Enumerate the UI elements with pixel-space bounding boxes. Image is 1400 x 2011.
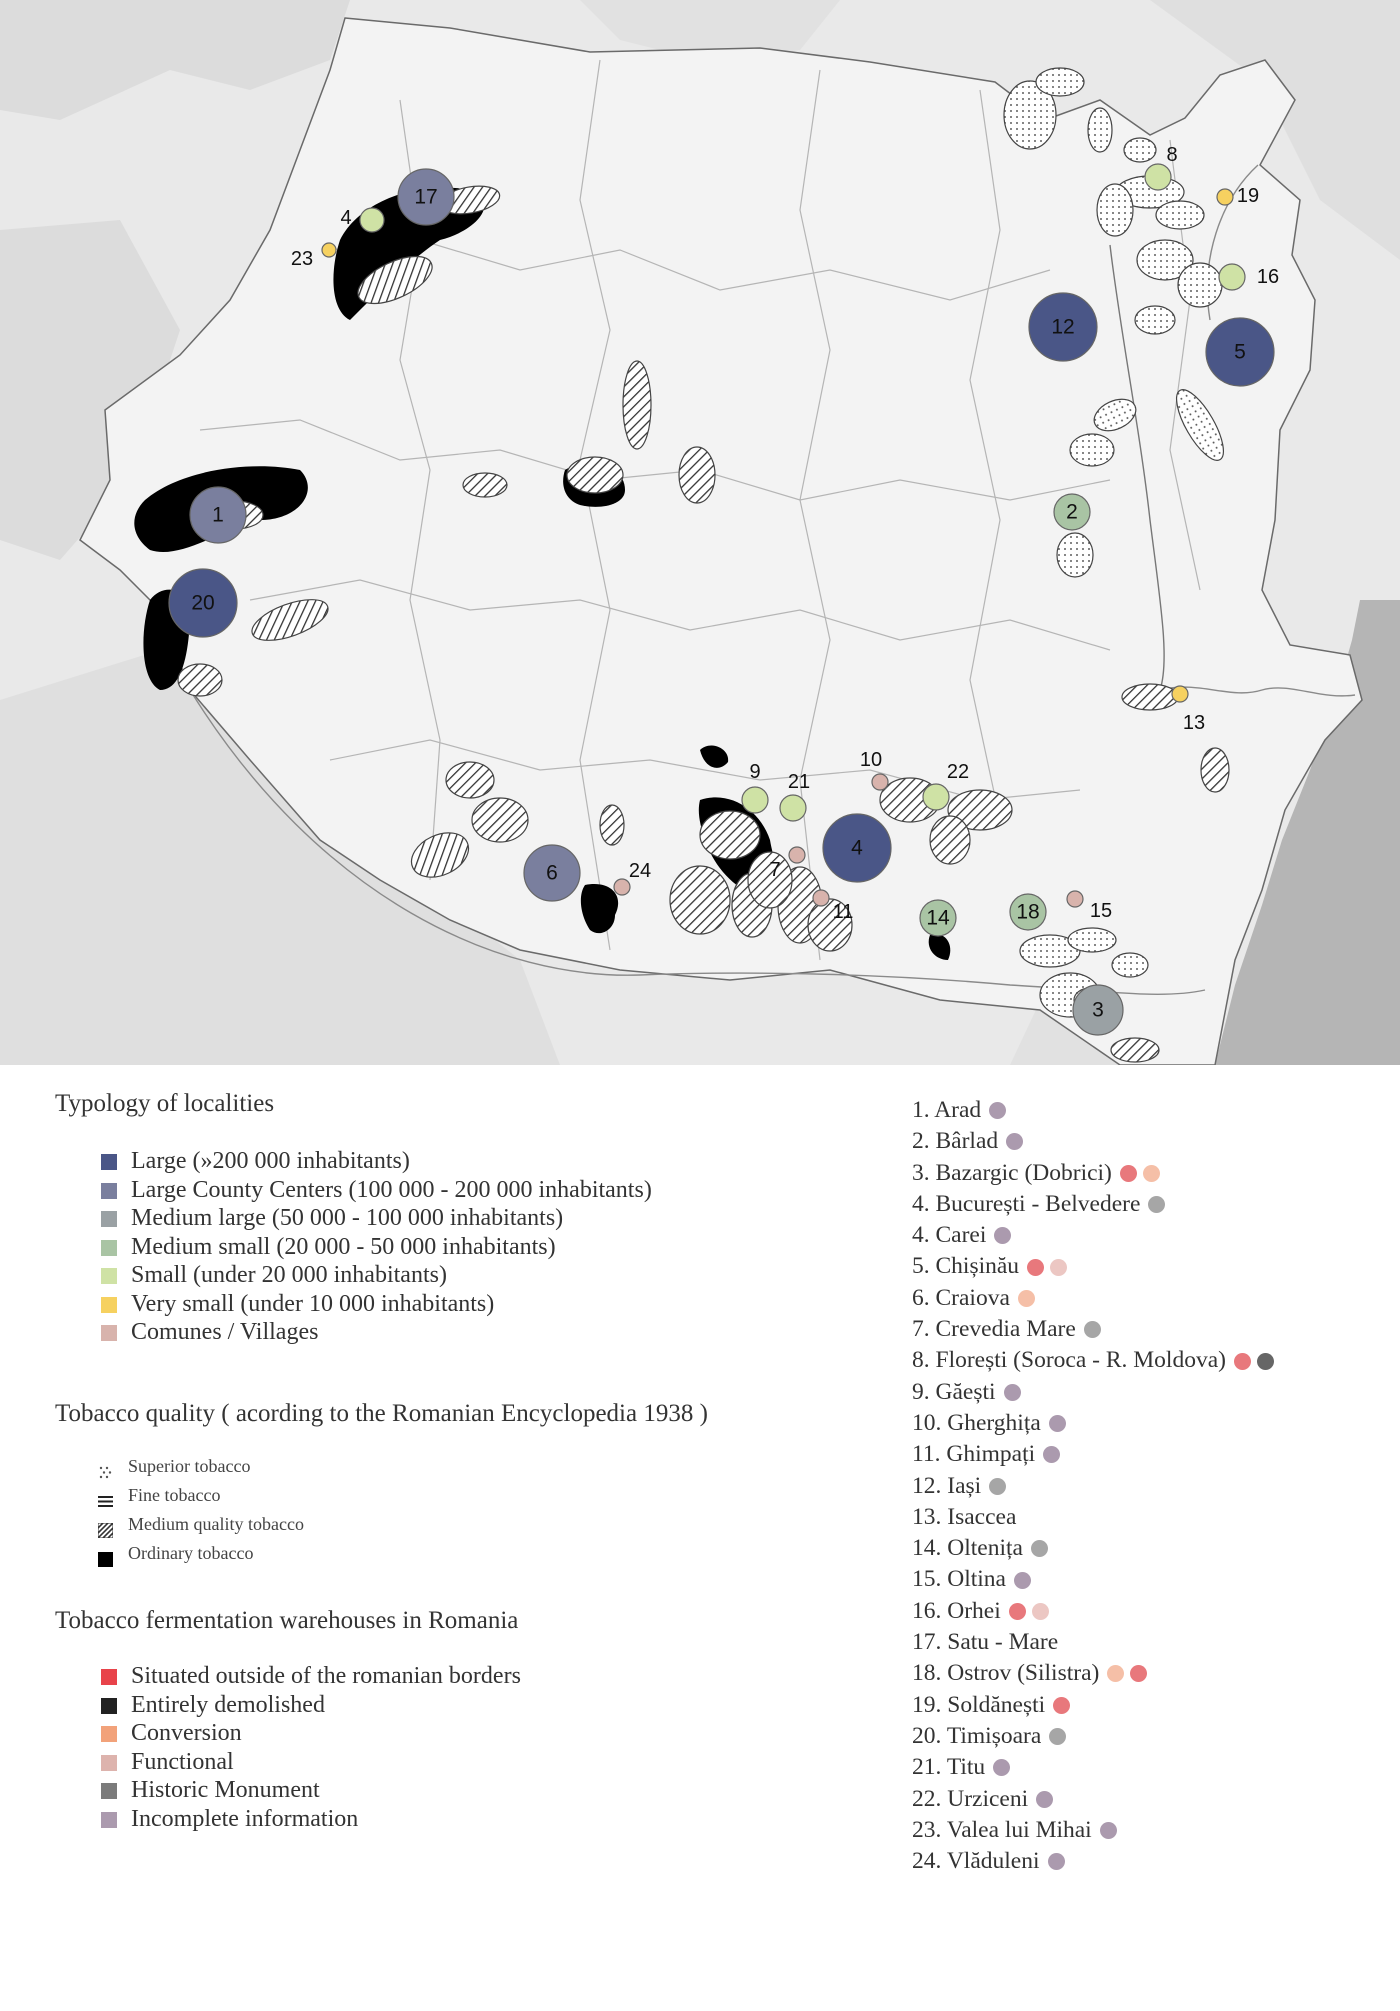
status-dot [1018,1290,1035,1307]
warehouse-label: Entirely demolished [131,1691,325,1718]
status-dot [1049,1728,1066,1745]
locality-item [912,1721,1274,1752]
warehouse-item [98,1776,521,1805]
locality-item [912,1408,1274,1439]
warehouse-label: Situated outside of the romanian borders [131,1663,521,1689]
marker-2-medium-small[interactable] [1054,494,1090,530]
locality-label: 6. Craiova [912,1284,1010,1311]
status-dot [989,1478,1006,1495]
marker-12-large[interactable] [1029,293,1097,361]
quality-label: Ordinary tobacco [128,1543,254,1563]
status-dot [994,1227,1011,1244]
locality-label: 22. Urziceni [912,1785,1029,1812]
typology-swatch [101,1268,117,1284]
warehouse-item [98,1691,521,1720]
status-dot [1027,1259,1044,1276]
marker-17-large-county[interactable] [398,169,454,225]
locality-item [912,1345,1274,1376]
locality-item [912,1439,1274,1470]
marker-label: 13 [1182,712,1206,734]
locality-label: 10. Gherghița [912,1409,1041,1436]
locality-label: 21. Titu [912,1754,986,1781]
marker-circle[interactable] [813,890,829,906]
status-dot [1031,1540,1048,1557]
typology-label: Small (under 20 000 inhabitants) [131,1262,447,1288]
typology-swatch [101,1183,117,1199]
marker-4-large[interactable] [823,814,891,882]
marker-5-large[interactable] [1206,318,1274,386]
locality-label: 13. Isaccea [912,1503,1017,1530]
status-dot [989,1102,1006,1119]
locality-label: 2. Bârlad [912,1128,999,1155]
warehouse-label: Functional [131,1748,234,1775]
locality-label: 4. Carei [912,1222,987,1249]
status-dot [1049,1415,1066,1432]
typology-swatch [101,1325,117,1341]
typology-legend [98,1147,652,1347]
status-dot [1048,1853,1065,1870]
marker-label: 8 [1166,144,1178,166]
status-dot [1004,1384,1021,1401]
marker-circle[interactable] [742,787,768,813]
typology-item [98,1261,652,1290]
marker-circle[interactable] [923,784,949,810]
marker-label: 4 [340,207,352,229]
locality-label: 18. Ostrov (Silistra) [912,1660,1100,1687]
status-dot [1084,1321,1101,1338]
status-dot [1234,1353,1251,1370]
status-dot [1006,1133,1023,1150]
marker-label: 1 [212,503,224,527]
locality-label: 24. Vlăduleni [912,1848,1040,1875]
marker-label: 21 [787,771,811,793]
legend-panel [0,1065,1400,2011]
warehouse-swatch [101,1812,117,1828]
locality-label: 17. Satu - Mare [912,1629,1059,1656]
locality-item [912,1095,1274,1126]
marker-label: 3 [1092,998,1104,1022]
typology-label: Very small (under 10 000 inhabitants) [131,1290,495,1317]
locality-label: 8. Florești (Soroca - R. Moldova) [912,1347,1226,1374]
warehouse-label: Conversion [131,1720,242,1746]
warehouse-swatch [101,1755,117,1771]
status-dot [1009,1603,1026,1620]
locality-label: 1. Arad [912,1097,982,1123]
locality-label: 7. Crevedia Mare [912,1316,1076,1343]
warehouse-label: Incomplete information [131,1805,359,1832]
marker-14-medium-small[interactable] [920,900,956,936]
marker-label: 4 [851,836,863,860]
localities-list [912,1095,1274,1877]
marker-label: 17 [414,185,438,209]
typology-item [98,1204,652,1233]
marker-circle[interactable] [780,795,806,821]
locality-label: 19. Soldănești [912,1691,1046,1718]
locality-item [912,1815,1274,1846]
locality-item [912,1658,1274,1689]
locality-label: 12. Iași [912,1472,982,1499]
status-dot [1032,1603,1049,1620]
locality-item [912,1564,1274,1595]
locality-item [912,1690,1274,1721]
locality-label: 11. Ghimpați [912,1441,1036,1468]
typology-item [98,1176,652,1205]
warehouses-title: Tobacco fermentation warehouses in Romania [55,1607,519,1634]
locality-label: 14. Oltenița [912,1535,1023,1562]
warehouse-item [98,1748,521,1777]
locality-item [912,1846,1274,1877]
warehouse-label: Historic Monument [131,1777,320,1803]
warehouse-item [98,1719,521,1748]
marker-label: 20 [191,591,215,615]
typology-label: Medium small (20 000 - 50 000 inhabitants) [131,1233,556,1260]
locality-label: 20. Timișoara [912,1722,1042,1749]
warehouse-item [98,1805,521,1834]
warehouse-swatch [101,1726,117,1742]
locality-item [912,1283,1274,1314]
marker-label: 23 [290,248,314,270]
locality-label: 15. Oltina [912,1566,1006,1593]
typology-item [98,1290,652,1319]
marker-circle[interactable] [1217,189,1233,205]
marker-label: 22 [946,761,970,783]
status-dot [1143,1165,1160,1182]
quality-item [98,1452,304,1481]
quality-item [98,1510,304,1539]
quality-label: Fine tobacco [128,1485,221,1505]
quality-title: Tobacco quality ( acording to the Romanian Encyclopedia 1938 ) [55,1400,708,1427]
warehouse-swatch [101,1783,117,1799]
quality-lines-icon [98,1489,113,1504]
locality-item [912,1377,1274,1408]
marker-label: 5 [1234,340,1246,364]
locality-item [912,1471,1274,1502]
status-dot [1148,1196,1165,1213]
locality-item [912,1251,1274,1282]
status-dot [993,1759,1010,1776]
marker-label: 14 [926,906,950,930]
typology-swatch [101,1154,117,1170]
typology-label: Medium large (50 000 - 100 000 inhabitants) [131,1205,564,1231]
marker-label: 12 [1051,315,1075,339]
marker-label: 9 [749,761,761,783]
warehouse-legend [98,1662,521,1833]
typology-label: Large County Centers (100 000 - 200 000 inhabitants) [131,1176,652,1203]
marker-circle[interactable] [360,208,384,232]
locality-item [912,1314,1274,1345]
marker-label: 10 [859,749,883,771]
locality-label: 9. Găești [912,1378,996,1405]
locality-item [912,1627,1274,1658]
marker-circle[interactable] [1067,891,1083,907]
typology-label: Large (»200 000 inhabitants) [131,1148,410,1174]
typology-item [98,1147,652,1176]
marker-circle[interactable] [1172,686,1188,702]
locality-item [912,1126,1274,1157]
marker-1-large-county[interactable] [190,487,246,543]
quality-label: Medium quality tobacco [128,1514,304,1534]
typology-label: Comunes / Villages [131,1319,319,1345]
marker-label: 2 [1066,500,1078,524]
typology-title: Typology of localities [55,1090,275,1117]
marker-label: 19 [1236,185,1260,207]
status-dot [1043,1446,1060,1463]
marker-3-medium-large[interactable] [1073,985,1123,1035]
quality-item [98,1539,304,1568]
locality-item [912,1752,1274,1783]
marker-18-medium-small[interactable] [1010,894,1046,930]
locality-item [912,1189,1274,1220]
status-dot [1053,1697,1070,1714]
marker-label: 6 [546,861,558,885]
marker-circle[interactable] [322,243,336,257]
status-dot [1120,1165,1137,1182]
warehouse-item [98,1662,521,1691]
status-dot [1130,1665,1147,1682]
quality-legend [98,1452,304,1568]
quality-solid-icon [98,1547,113,1562]
warehouse-swatch [101,1669,117,1685]
quality-item [98,1481,304,1510]
status-dot [1036,1791,1053,1808]
locality-item [912,1220,1274,1251]
locality-item [912,1784,1274,1815]
marker-label: 11 [832,901,854,923]
locality-label: 4. București - Belvedere [912,1190,1141,1217]
marker-20-large[interactable] [169,569,237,637]
marker-label: 16 [1256,266,1280,288]
typology-swatch [101,1297,117,1313]
locality-label: 23. Valea lui Mihai [912,1816,1092,1843]
typology-swatch [101,1240,117,1256]
status-dot [1257,1353,1274,1370]
marker-6-large-county[interactable] [524,845,580,901]
marker-circle[interactable] [789,847,805,863]
status-dot [1014,1572,1031,1589]
marker-circle[interactable] [872,774,888,790]
locality-item [912,1502,1274,1533]
locality-item [912,1158,1274,1189]
locality-item [912,1596,1274,1627]
status-dot [1100,1822,1117,1839]
locality-item [912,1533,1274,1564]
marker-label: 24 [628,860,652,882]
locality-label: 3. Bazargic (Dobrici) [912,1159,1112,1186]
typology-item [98,1233,652,1262]
typology-item [98,1318,652,1347]
status-dot [1050,1259,1067,1276]
marker-circle[interactable] [1219,264,1245,290]
marker-label: 18 [1016,900,1040,924]
locality-label: 5. Chișinău [912,1253,1020,1280]
marker-label: 7 [769,859,781,881]
marker-label: 15 [1089,900,1113,922]
locality-label: 16. Orhei [912,1597,1001,1624]
marker-circle[interactable] [614,879,630,895]
status-dot [1107,1665,1124,1682]
quality-dots-icon [98,1460,113,1475]
typology-swatch [101,1211,117,1227]
quality-hatch-icon [98,1518,113,1533]
marker-circle[interactable] [1145,164,1171,190]
quality-label: Superior tobacco [128,1456,251,1476]
warehouse-swatch [101,1698,117,1714]
